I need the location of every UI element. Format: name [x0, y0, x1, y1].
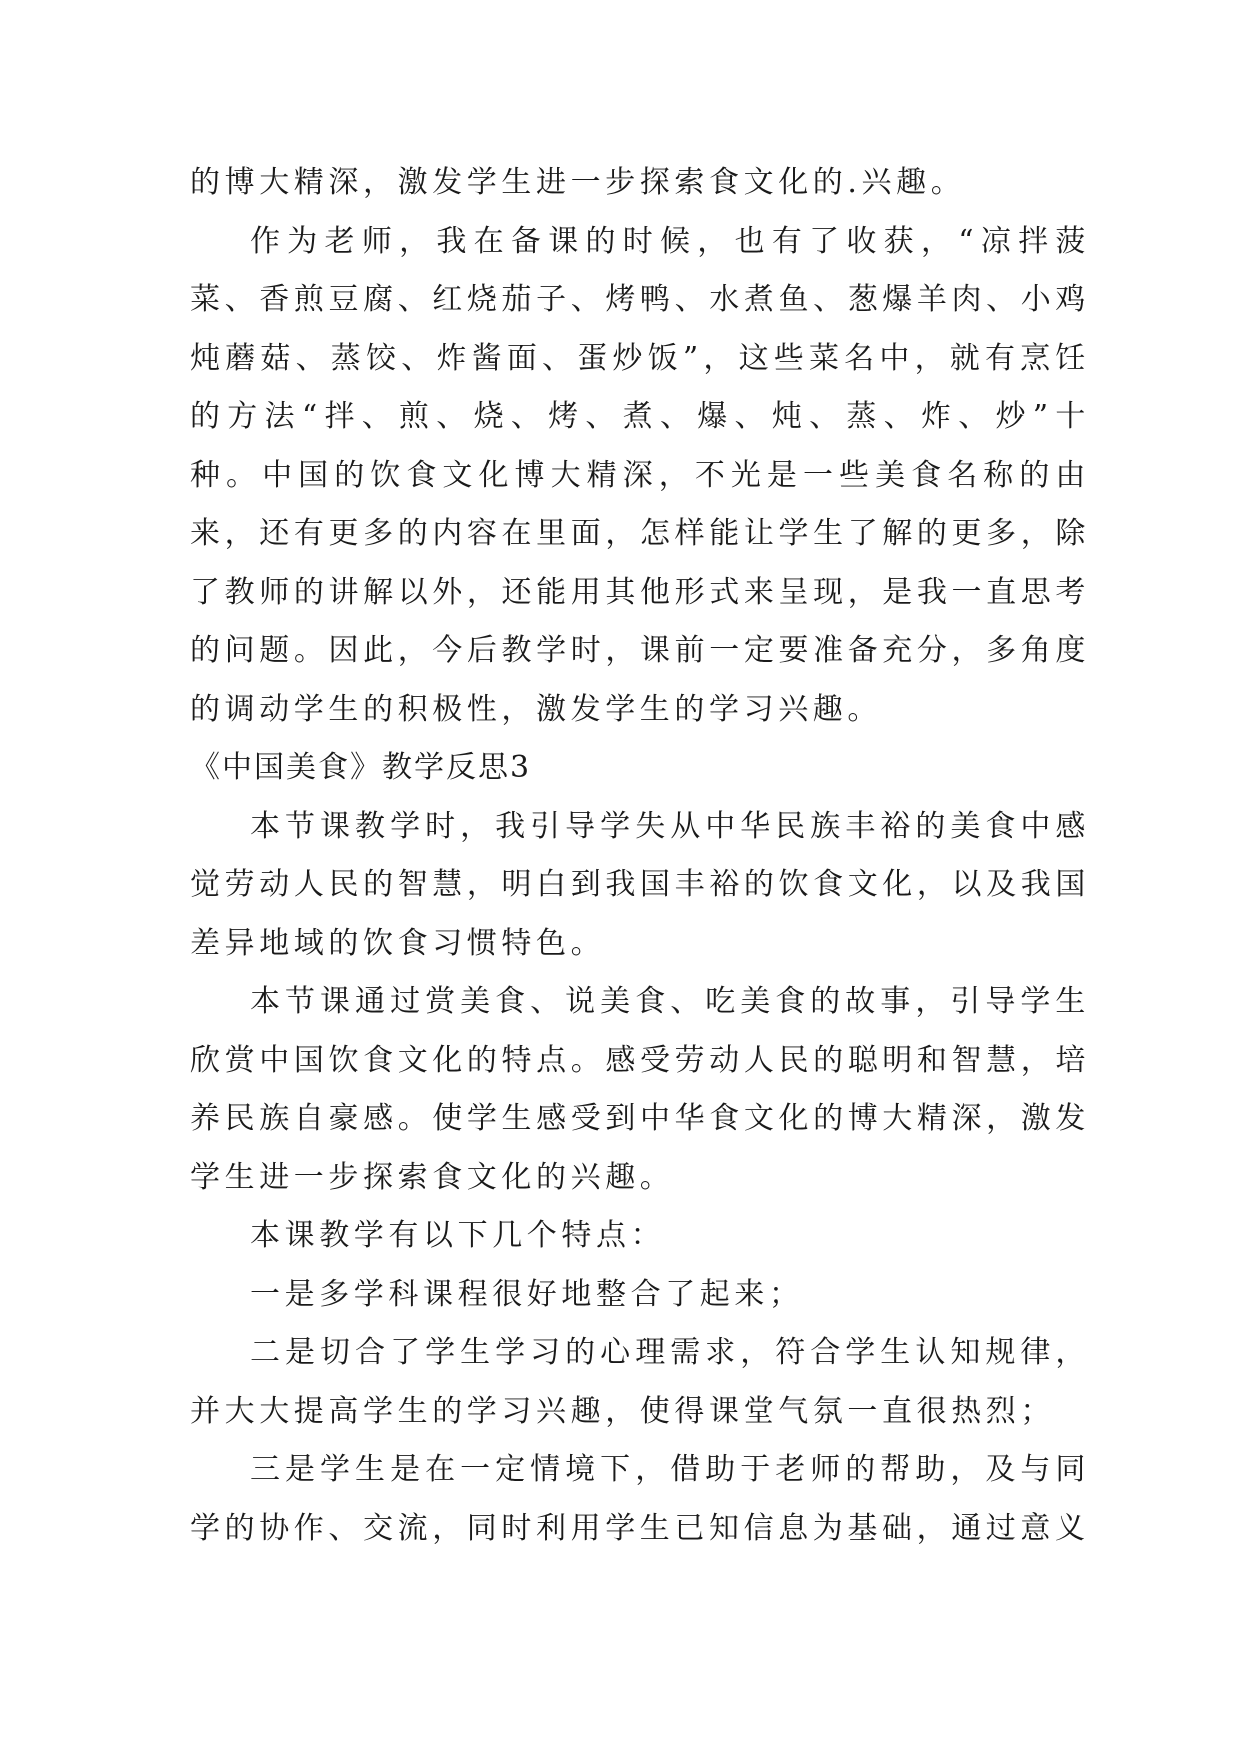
paragraph-feature-three: 三是学生是在一定情境下，借助于老师的帮助，及与同学的协作、交流，同时利用学生已知信息为基础，通过意义 [190, 1452, 1090, 1546]
document-body [190, 154, 1090, 1558]
paragraph-teacher-reflection: 作为老师，我在备课的时候，也有了收获，“凉拌菠菜、香煎豆腐、红烧茄子、烤鸭、水煮鱼、葱爆羊肉、小鸡炖蘑菇、蒸饺、炸酱面、蛋炒饭”，这些菜名中，就有烹饪的方法“拌、煎、烧、烤、煮、爆、炖、蒸、炸、炒”十种。中国的饮食文化博大精深，不光是一些美食名称的由来，还有更多的内容在里面，怎样能让学生了解的更多，除了教师的讲解以外，还能用其他形式来呈现，是我一直思考的问题。因此，今后教学时，课前一定要准备充分，多角度的调动学生的积极性，激发学生的学习兴趣。 [190, 223, 1090, 727]
paragraph-continuation: 的博大精深，激发学生进一步探索食文化的.兴趣。 [190, 165, 966, 200]
paragraph-lesson-method: 本节课通过赏美食、说美食、吃美食的故事，引导学生欣赏中国饮食文化的特点。感受劳动人民的聪明和智慧，培养民族自豪感。使学生感受到中华食文化的博大精深，激发学生进一步探索食文化的兴趣。 [190, 984, 1090, 1195]
section-heading: 《中国美食》教学反思3 [190, 750, 532, 785]
paragraph-features-intro: 本课教学有以下几个特点： [250, 1218, 666, 1253]
paragraph-lesson-intro: 本节课教学时，我引导学失从中华民族丰裕的美食中感觉劳动人民的智慧，明白到我国丰裕的饮食文化，以及我国差异地域的饮食习惯特色。 [190, 808, 1090, 961]
paragraph-feature-two: 二是切合了学生学习的心理需求，符合学生认知规律，并大大提高学生的学习兴趣，使得课堂气氛一直很热烈； [190, 1335, 1090, 1429]
paragraph-feature-one: 一是多学科课程很好地整合了起来； [250, 1276, 804, 1312]
